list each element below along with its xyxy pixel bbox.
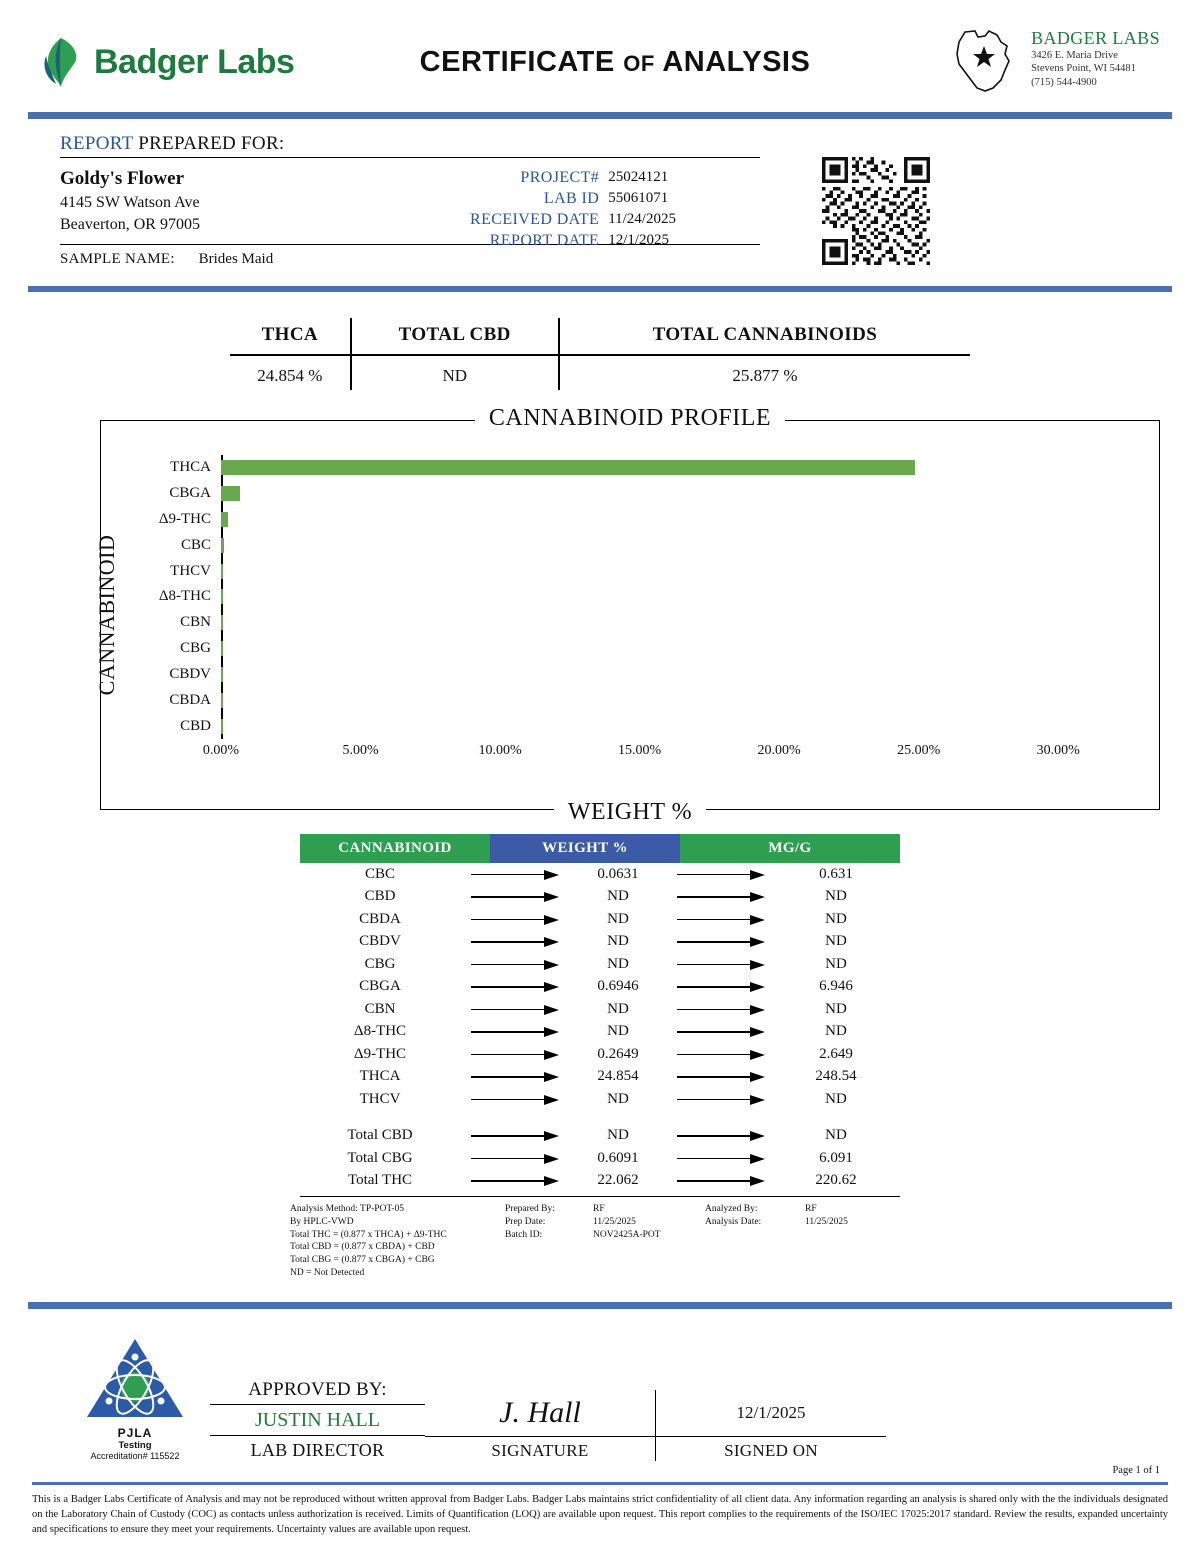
table-row-total <box>300 1125 900 1148</box>
analyte-name: CBDV <box>359 933 401 950</box>
chart-bar <box>221 460 915 475</box>
signature-section <box>0 1335 1200 1461</box>
weight-percent-value: ND <box>607 933 629 950</box>
sample-name-label: SAMPLE NAME: <box>60 251 175 267</box>
chart-bar-row <box>221 481 1114 507</box>
mgg-value: ND <box>825 1023 847 1040</box>
mgg-value: 2.649 <box>819 1045 853 1062</box>
chart-x-tick-label: 30.00% <box>1036 743 1080 758</box>
analysis-date-row <box>705 1216 910 1229</box>
weight-percent-value: ND <box>607 1090 629 1107</box>
analyte-name: Δ8-THC <box>353 1023 407 1040</box>
lab-address-block <box>860 28 1160 96</box>
meta-row <box>470 188 676 209</box>
signature-block <box>425 1390 655 1461</box>
lab-name: BADGER LABS <box>1031 28 1160 48</box>
prep-date-label: Prep Date: <box>505 1216 546 1227</box>
arrow-icon <box>471 937 559 946</box>
results-header-cannabinoid: CANNABINOID <box>300 834 490 863</box>
mgg-value: ND <box>825 933 847 950</box>
weight-percent-value: ND <box>607 1000 629 1017</box>
arrow-icon <box>677 1154 765 1163</box>
weight-percent-value: ND <box>607 888 629 905</box>
arrow-icon <box>677 1131 765 1140</box>
analyzed-by-row <box>705 1203 910 1216</box>
arrow-icon <box>677 982 765 991</box>
prepared-by-label: Prepared By: <box>505 1204 555 1214</box>
arrow-cell <box>666 870 776 879</box>
arrow-icon <box>677 915 765 924</box>
arrow-cell <box>460 915 570 924</box>
arrow-cell <box>666 1131 776 1140</box>
results-spacer <box>300 1111 900 1125</box>
approver-name: JUSTIN HALL <box>210 1405 425 1436</box>
arrow-cell <box>666 1154 776 1163</box>
arrow-icon <box>677 1027 765 1036</box>
analyte-name: CBDA <box>359 910 401 927</box>
chart-category-label: THCV <box>170 562 211 579</box>
signed-on-date: 12/1/2025 <box>736 1402 806 1422</box>
weight-percent-value: 0.6091 <box>597 1149 639 1166</box>
arrow-icon <box>471 982 559 991</box>
table-row <box>300 998 900 1021</box>
approver-title: LAB DIRECTOR <box>250 1439 385 1460</box>
table-row <box>300 1021 900 1044</box>
prep-date-value: 11/25/2025 <box>593 1216 636 1227</box>
arrow-cell <box>460 982 570 991</box>
client-street: 4145 SW Watson Ave <box>60 194 200 211</box>
chart-bar-row <box>221 610 1114 636</box>
arrow-cell <box>666 1095 776 1104</box>
meta-row <box>470 167 676 188</box>
table-row <box>300 953 900 976</box>
chart-category-labels <box>101 455 219 739</box>
weight-percent-value: ND <box>607 910 629 927</box>
arrow-cell <box>460 1005 570 1014</box>
weight-percent-value: 0.6946 <box>597 978 639 995</box>
chart-bar-row <box>221 687 1114 713</box>
analysis-date-label: Analysis Date: <box>705 1216 762 1227</box>
mgg-value: ND <box>825 955 847 972</box>
page-title <box>370 46 860 79</box>
chart-x-tick-label: 25.00% <box>897 743 941 758</box>
table-row <box>300 863 900 886</box>
meta-value: 11/24/2025 <box>608 210 676 227</box>
arrow-cell <box>666 1072 776 1081</box>
arrow-icon <box>677 1050 765 1059</box>
chart-bar-row <box>221 558 1114 584</box>
chart-title: CANNABINOID PROFILE <box>475 405 785 432</box>
table-row <box>300 976 900 999</box>
analysis-notes <box>290 1203 910 1280</box>
arrow-cell <box>460 1154 570 1163</box>
arrow-icon <box>471 915 559 924</box>
meta-key: PROJECT# <box>520 168 600 186</box>
weight-percent-value: ND <box>607 955 629 972</box>
summary-value-total-cannabinoids: 25.877 % <box>559 355 970 390</box>
chart-category-label: Δ8-THC <box>158 588 211 605</box>
mgg-value: 248.54 <box>815 1068 857 1085</box>
table-row-total <box>300 1170 900 1193</box>
arrow-cell <box>666 960 776 969</box>
heading-underline <box>60 157 760 158</box>
analyte-name: CBC <box>364 865 395 882</box>
mgg-value: 220.62 <box>815 1172 857 1189</box>
summary-value-row <box>230 355 970 390</box>
chart-y-axis-label: CANNABINOID <box>94 534 119 696</box>
weight-percent-value: 22.062 <box>597 1172 639 1189</box>
chart-category-label: CBC <box>180 536 211 553</box>
summary-header-total-cbd: TOTAL CBD <box>351 318 559 355</box>
arrow-icon <box>677 960 765 969</box>
prepared-by-row <box>505 1203 705 1216</box>
summary-header-row <box>230 318 970 355</box>
chart-bar <box>221 667 223 682</box>
results-table <box>300 834 900 1197</box>
summary-table <box>230 318 970 390</box>
analyzed-by-value: RF <box>805 1204 817 1214</box>
divider-top <box>28 112 1172 119</box>
chart-category-label: CBGA <box>169 485 211 502</box>
arrow-icon <box>677 1005 765 1014</box>
pjla-accreditation <box>60 1335 210 1461</box>
brand-logo <box>40 36 370 88</box>
analysis-notes-col <box>705 1203 910 1280</box>
arrow-cell <box>666 982 776 991</box>
arrow-icon <box>677 870 765 879</box>
prep-notes <box>505 1203 705 1280</box>
analyte-name: CBN <box>364 1000 396 1017</box>
table-row <box>300 908 900 931</box>
meta-key: LAB ID <box>543 189 600 207</box>
lab-phone: (715) 544-4900 <box>1031 76 1097 88</box>
cannabinoid-profile-chart <box>94 405 1160 825</box>
chart-category-label: CBD <box>180 717 211 734</box>
arrow-cell <box>666 1027 776 1036</box>
page-number: Page 1 of 1 <box>1112 1464 1160 1476</box>
title-tail: ANALYSIS <box>662 45 811 78</box>
table-row <box>300 1088 900 1111</box>
arrow-icon <box>471 1005 559 1014</box>
summary-header-thca: THCA <box>230 318 351 355</box>
report-meta <box>470 167 676 251</box>
document-header <box>0 0 1200 106</box>
prep-date-row <box>505 1216 705 1229</box>
divider-above-signature <box>28 1302 1172 1309</box>
report-prepared-heading <box>60 133 1160 155</box>
method-line: Total CBD = (0.877 x CBDA) + CBD <box>290 1242 435 1253</box>
results-header-row <box>300 834 900 863</box>
chart-bar <box>221 564 223 579</box>
arrow-icon <box>677 1095 765 1104</box>
analyte-name: Δ9-THC <box>353 1045 407 1062</box>
title-of: OF <box>623 50 655 76</box>
analyte-name: THCV <box>359 1090 401 1107</box>
batch-id-row <box>505 1229 705 1242</box>
method-line: Total CBG = (0.877 x CBGA) + CBG <box>290 1255 435 1266</box>
results-body <box>300 863 900 1192</box>
chart-bar-row <box>221 455 1114 481</box>
arrow-icon <box>471 1050 559 1059</box>
mgg-value: ND <box>825 1127 847 1144</box>
analyte-name: THCA <box>359 1068 401 1085</box>
summary-header-total-cannabinoids: TOTAL CANNABINOIDS <box>559 318 970 355</box>
leaf-icon <box>40 36 82 88</box>
batch-id-value: NOV2425A-POT <box>593 1229 661 1240</box>
signature-mark: J. Hall <box>425 1390 655 1437</box>
chart-bar <box>221 719 223 734</box>
weight-percent-value: ND <box>607 1023 629 1040</box>
arrow-cell <box>460 960 570 969</box>
arrow-icon <box>471 1095 559 1104</box>
approval-block <box>210 1379 425 1461</box>
arrow-cell <box>460 1072 570 1081</box>
signed-on-block <box>655 1390 886 1461</box>
arrow-icon <box>471 892 559 901</box>
method-line: ND = Not Detected <box>290 1268 365 1279</box>
table-row <box>300 1043 900 1066</box>
meta-row <box>470 209 676 230</box>
mgg-value: ND <box>825 1090 847 1107</box>
analyte-name: Total THC <box>347 1172 413 1189</box>
method-line: By HPLC-VWD <box>290 1216 354 1227</box>
chart-x-axis-ticks <box>202 743 1114 765</box>
arrow-cell <box>666 1050 776 1059</box>
chart-bar-row <box>221 636 1114 662</box>
mgg-value: ND <box>825 910 847 927</box>
arrow-icon <box>471 870 559 879</box>
weight-percent-value: ND <box>607 1127 629 1144</box>
chart-category-label: CBN <box>180 614 211 631</box>
arrow-icon <box>677 937 765 946</box>
arrow-cell <box>460 1131 570 1140</box>
method-line: Total THC = (0.877 x THCA) + Δ9-THC <box>290 1229 447 1240</box>
chart-category-label: Δ9-THC <box>158 511 211 528</box>
arrow-cell <box>460 1095 570 1104</box>
signed-on-label: SIGNED ON <box>656 1436 886 1461</box>
table-row <box>300 1066 900 1089</box>
chart-category-label: THCA <box>170 459 211 476</box>
meta-key: RECEIVED DATE <box>470 210 600 228</box>
arrow-cell <box>460 937 570 946</box>
table-row-total <box>300 1147 900 1170</box>
analyte-name: CBG <box>364 955 396 972</box>
arrow-cell <box>460 1176 570 1185</box>
pjla-accreditation-number: Accreditation# 115522 <box>90 1450 180 1461</box>
arrow-cell <box>666 1176 776 1185</box>
arrow-icon <box>677 892 765 901</box>
lab-address-line-2: Stevens Point, WI 54481 <box>1031 63 1136 75</box>
pjla-logo-icon <box>83 1408 187 1425</box>
chart-bar-row <box>221 532 1114 558</box>
divider-below-report <box>28 286 1172 292</box>
arrow-icon <box>471 960 559 969</box>
brand-name: Badger Labs <box>94 42 295 81</box>
arrow-cell <box>666 915 776 924</box>
prepared-by-value: RF <box>593 1204 605 1214</box>
mgg-value: 6.091 <box>819 1149 853 1166</box>
chart-x-axis-label: WEIGHT % <box>554 799 706 826</box>
chart-bar-row <box>221 584 1114 610</box>
chart-plot-area <box>221 455 1114 739</box>
table-row <box>300 886 900 909</box>
results-header-mgg: MG/G <box>680 834 900 863</box>
chart-x-tick-label: 0.00% <box>202 743 240 758</box>
results-header-weight: WEIGHT % <box>490 834 680 863</box>
mgg-value: 0.631 <box>819 865 853 882</box>
chart-x-tick-label: 5.00% <box>342 743 379 758</box>
chart-bar-row <box>221 713 1114 739</box>
arrow-icon <box>677 1176 765 1185</box>
chart-x-tick-label: 20.00% <box>757 743 801 758</box>
mgg-value: ND <box>825 1000 847 1017</box>
chart-category-label: CBG <box>180 640 211 657</box>
prepared-for-word: PREPARED FOR: <box>133 133 285 154</box>
summary-value-thca: 24.854 % <box>257 366 323 385</box>
arrow-icon <box>471 1027 559 1036</box>
results-bottom-rule <box>300 1196 900 1197</box>
arrow-cell <box>460 1027 570 1036</box>
analyte-name: Total CBG <box>347 1149 413 1166</box>
meta-value: 55061071 <box>608 189 669 206</box>
report-word: REPORT <box>60 133 134 154</box>
arrow-icon <box>471 1176 559 1185</box>
chart-bar <box>221 641 223 656</box>
analysis-date-value: 11/25/2025 <box>805 1216 848 1227</box>
report-info-section <box>0 119 1200 268</box>
summary-value-total-cbd: ND <box>351 355 559 390</box>
chart-bar-row <box>221 662 1114 688</box>
chart-x-tick-label: 10.00% <box>478 743 522 758</box>
disclaimer-text: This is a Badger Labs Certificate of Analysis and may not be reproduced without written approval from Badger Labs. Badger Labs maintains strict confidentiality of all client data. Any information regarding an analysis is shared only with the the individuals designated on the Laboratory Chain of Custody (COC) as contacts unless authorization is received. Limits of Quantification (LOQ) are available upon request. This report complies to the requirements of the ISO/IEC 17025:2017 standard. Review the results, expanded uncertainty and specifications to ensure they meet your requirements. Uncertainty values are available upon request. <box>32 1482 1168 1538</box>
arrow-cell <box>460 1050 570 1059</box>
arrow-cell <box>460 870 570 879</box>
method-notes <box>290 1203 505 1280</box>
client-name: Goldy's Flower <box>60 168 185 189</box>
lab-address-line-1: 3426 E. Maria Drive <box>1031 50 1118 61</box>
chart-x-tick-label: 15.00% <box>618 743 662 758</box>
arrow-icon <box>471 1072 559 1081</box>
arrow-cell <box>666 892 776 901</box>
chart-bar-row <box>221 507 1114 533</box>
signature-label: SIGNATURE <box>491 1440 589 1460</box>
chart-category-label: CBDA <box>169 691 211 708</box>
chart-bar <box>221 589 223 604</box>
weight-percent-value: 0.0631 <box>597 865 639 882</box>
meta-key: REPORT DATE <box>489 231 600 249</box>
mgg-value: ND <box>825 888 847 905</box>
table-row <box>300 931 900 954</box>
method-line: Analysis Method: TP-POT-05 <box>290 1204 405 1214</box>
meta-value: 12/1/2025 <box>608 231 670 248</box>
arrow-icon <box>677 1072 765 1081</box>
arrow-icon <box>471 1131 559 1140</box>
chart-bar <box>221 615 223 630</box>
weight-percent-value: 0.2649 <box>597 1045 639 1062</box>
analyte-name: CBGA <box>359 978 401 995</box>
qr-code[interactable] <box>822 157 930 265</box>
arrow-cell <box>666 1005 776 1014</box>
chart-bar <box>221 538 224 553</box>
analyzed-by-label: Analyzed By: <box>705 1204 758 1214</box>
analyte-name: Total CBD <box>347 1127 413 1144</box>
mgg-value: 6.946 <box>819 978 853 995</box>
title-main: CERTIFICATE <box>419 45 615 78</box>
batch-id-label: Batch ID: <box>505 1229 543 1240</box>
chart-bar <box>221 486 240 501</box>
chart-bar <box>221 512 228 527</box>
meta-value: 25024121 <box>608 168 669 185</box>
pjla-title: PJLA <box>117 1425 153 1440</box>
chart-category-label: CBDV <box>169 665 211 682</box>
client-city: Beaverton, OR 97005 <box>60 216 200 233</box>
chart-bar <box>221 693 223 708</box>
sample-name-value: Brides Maid <box>198 251 274 267</box>
arrow-icon <box>471 1154 559 1163</box>
analyte-name: CBD <box>364 888 396 905</box>
meta-row <box>470 230 676 251</box>
wisconsin-map-icon <box>945 28 1023 96</box>
approved-by-label: APPROVED BY: <box>210 1379 425 1405</box>
arrow-cell <box>460 892 570 901</box>
pjla-subtitle: Testing <box>118 1439 152 1451</box>
weight-percent-value: 24.854 <box>597 1068 639 1085</box>
arrow-cell <box>666 937 776 946</box>
